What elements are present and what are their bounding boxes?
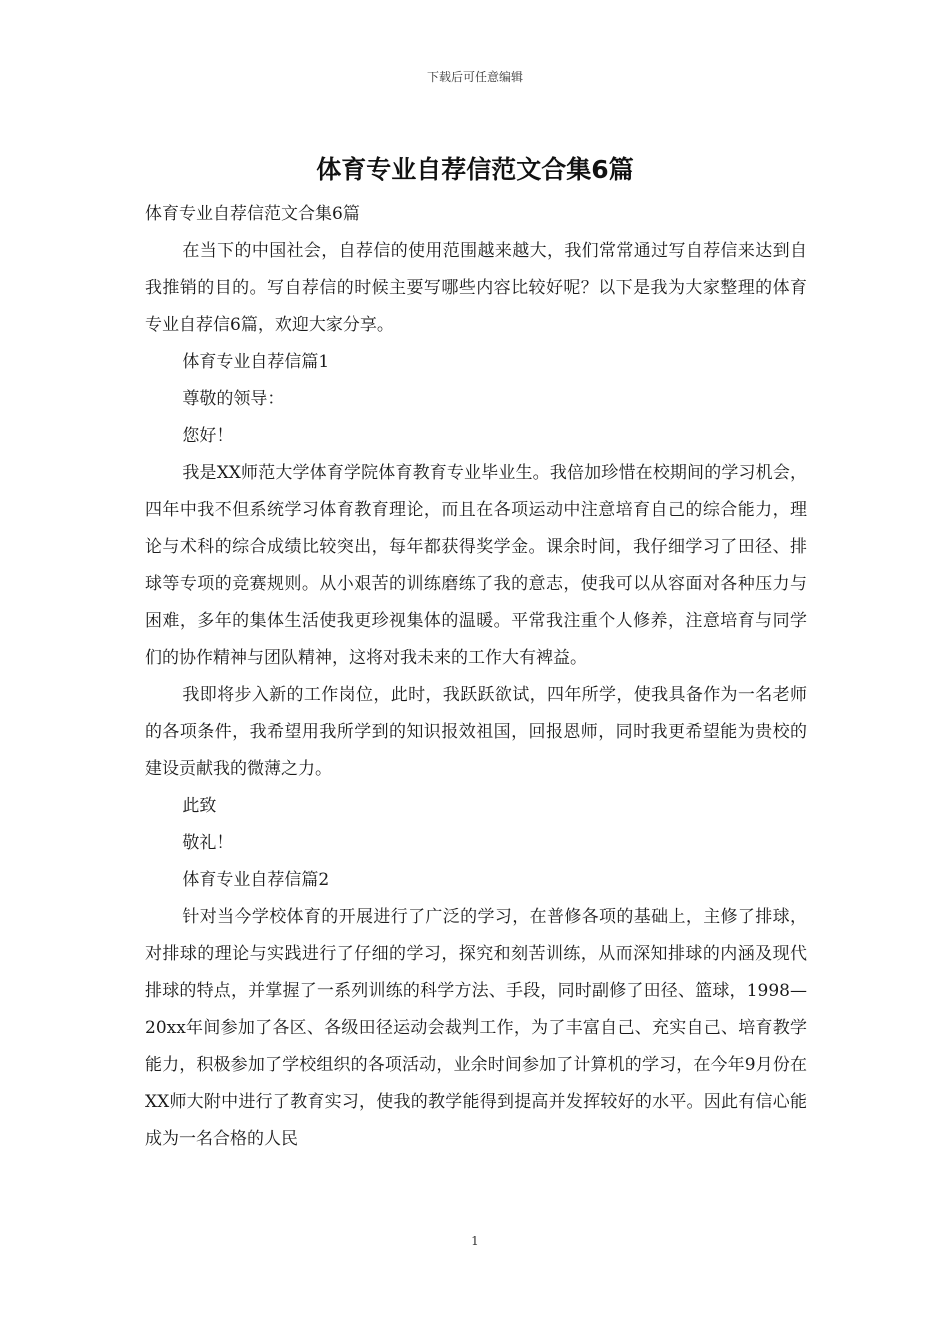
section-heading-2: 体育专业自荐信篇2 [182,870,330,890]
document-body [145,196,807,1158]
document-title: 体育专业自荐信范文合集6篇 [316,155,634,184]
closing-salute: 敬礼！ [182,833,234,853]
body-paragraph: 我即将步入新的工作岗位，此时，我跃跃欲试，四年所学，使我具备作为一名老师的各项条件，我希望用我所学到的知识报效祖国，回报恩师，同时我更希望能为贵校的建设贡献我的微薄之力。 [145,685,807,779]
page-header: 下载后可任意编辑 [426,70,523,84]
closing-line: 此致 [182,796,217,816]
subtitle-paragraph: 体育专业自荐信范文合集6篇 [145,204,360,224]
section-heading-1: 体育专业自荐信篇1 [182,352,330,372]
intro-paragraph: 在当下的中国社会，自荐信的使用范围越来越大，我们常常通过写自荐信来达到自我推销的目的。写自荐信的时候主要写哪些内容比较好呢？以下是我为大家整理的体育专业自荐信6篇，欢迎大家分享。 [145,241,807,335]
greeting: 您好！ [182,426,234,446]
page-number: 1 [471,1234,479,1248]
body-paragraph: 我是XX师范大学体育学院体育教育专业毕业生。我倍加珍惜在校期间的学习机会，四年中我不但系统学习体育教育理论，而且在各项运动中注意培育自己的综合能力，理论与术科的综合成绩比较突出，每年都获得奖学金。课余时间，我仔细学习了田径、排球等专项的竞赛规则。从小艰苦的训练磨练了我的意志，使我可以从容面对各种压力与困难，多年的集体生活使我更珍视集体的温暖。平常我注重个人修养，注意培育与同学们的协作精神与团队精神，这将对我未来的工作大有裨益。 [145,463,807,668]
body-paragraph: 针对当今学校体育的开展进行了广泛的学习，在普修各项的基础上，主修了排球，对排球的理论与实践进行了仔细的学习，探究和刻苦训练，从而深知排球的内涵及现代排球的特点，并掌握了一系列训练的科学方法、手段，同时副修了田径、篮球，1998—20xx年间参加了各区、各级田径运动会裁判工作，为了丰富自己、充实自己、培育教学能力，积极参加了学校组织的各项活动，业余时间参加了计算机的学习，在今年9月份在XX师大附中进行了教育实习，使我的教学能得到提高并发挥较好的水平。因此有信心能成为一名合格的人民 [145,907,807,1149]
salutation: 尊敬的领导： [182,389,285,409]
